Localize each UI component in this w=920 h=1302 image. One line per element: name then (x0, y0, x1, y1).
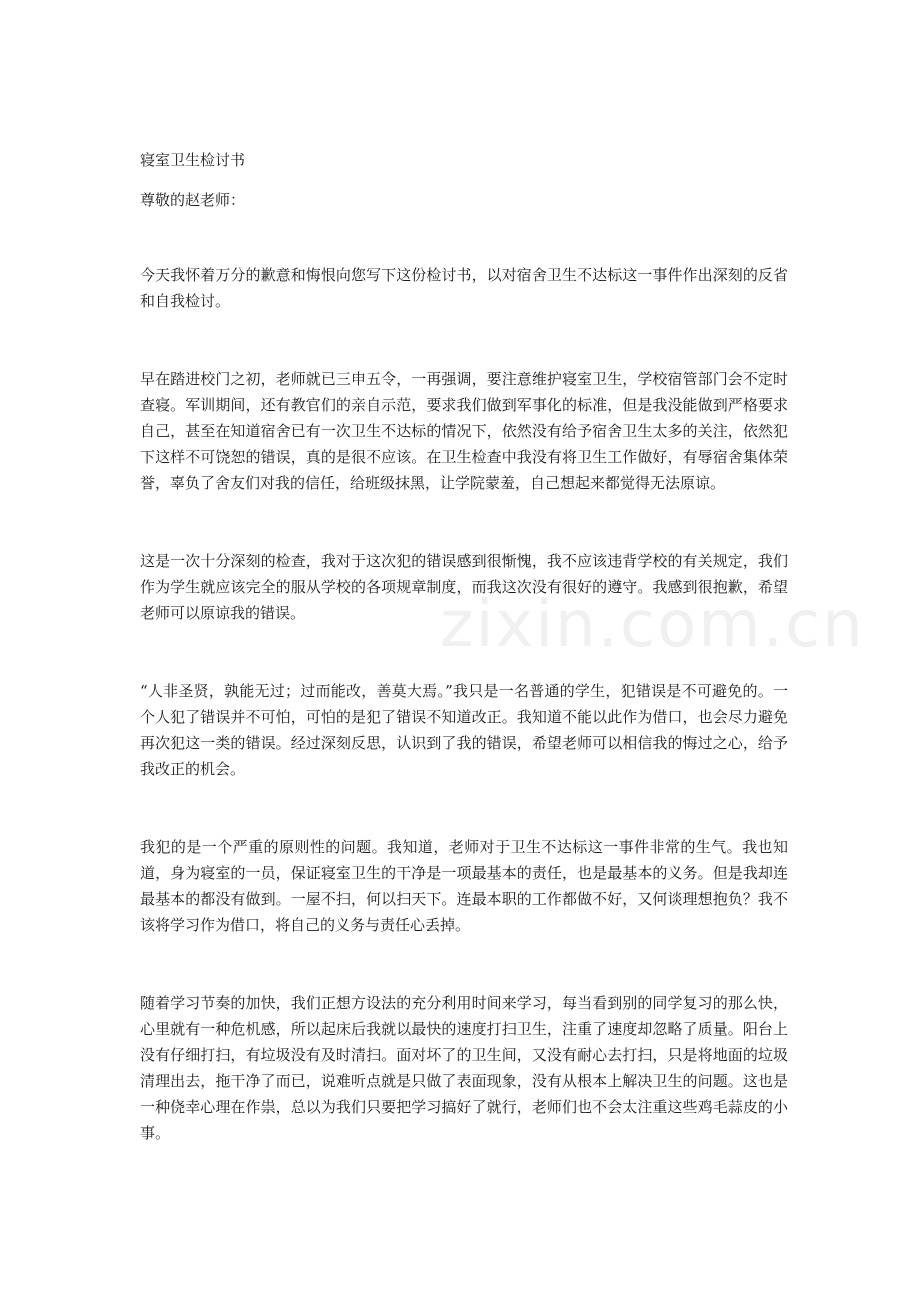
paragraph-4: “人非圣贤，孰能无过；过而能改，善莫大焉。”我只是一名普通的学生，犯错误是不可避免的。一个人犯了错误并不可怕，可怕的是犯了错误不知道改正。我知道不能以此作为借口，也会尽力避免再次犯这一类的错误。经过深刻反思，认识到了我的错误，希望老师可以相信我的悔过之心，给予我改正的机会。 (140, 682, 788, 778)
paragraph-2: 早在踏进校门之初，老师就已三申五令，一再强调，要注意维护寝室卫生，学校宿管部门会不定时查寝。军训期间，还有教官们的亲自示范，要求我们做到军事化的标准，但是我没能做到严格要求自己，甚至在知道宿舍已有一次卫生不达标的情况下，依然没有给予宿舍卫生太多的关注，依然犯下这样不可饶恕的错误，真的是很不应该。在卫生检查中我没有将卫生工作做好，有辱宿舍集体荣誉，辜负了舍友们对我的信任，给班级抹黑，让学院蒙羞，自己想起来都觉得无法原谅。 (140, 370, 788, 492)
paragraph-5: 我犯的是一个严重的原则性的问题。我知道，老师对于卫生不达标这一事件非常的生气。我也知道，身为寝室的一员，保证寝室卫生的干净是一项最基本的责任，也是最基本的义务。但是我却连最基本的都没有做到。一屋不扫，何以扫天下。连最本职的工作都做不好，又何谈理想抱负？我不该将学习作为借口，将自己的义务与责任心丢掉。 (140, 838, 788, 934)
paragraph-6: 随着学习节奏的加快，我们正想方设法的充分利用时间来学习，每当看到别的同学复习的那么快，心里就有一种危机感，所以起床后我就以最快的速度打扫卫生，注重了速度却忽略了质量。阳台上没有仔细打扫，有垃圾没有及时清扫。面对坏了的卫生间，又没有耐心去打扫，只是将地面的垃圾清理出去，拖干净了而已，说难听点就是只做了表面现象，没有从根本上解决卫生的问题。这也是一种侥幸心理在作祟，总以为我们只要把学习搞好了就行，老师们也不会太注重这些鸡毛蒜皮的小事。 (140, 994, 788, 1142)
salutation: 尊敬的赵老师： (140, 191, 246, 209)
document-title: 寝室卫生检讨书 (140, 151, 246, 169)
document-body (140, 148, 788, 1198)
paragraph-3: 这是一次十分深刻的检查，我对于这次犯的错误感到很惭愧，我不应该违背学校的有关规定，我们作为学生就应该完全的服从学校的各项规章制度，而我这次没有很好的遵守。我感到很抱歉，希望老师可以原谅我的错误。 (140, 552, 788, 622)
paragraph-1: 今天我怀着万分的歉意和悔恨向您写下这份检讨书，以对宿舍卫生不达标这一事件作出深刻的反省和自我检讨。 (140, 266, 788, 310)
watermark: zixin.com.cn (440, 588, 865, 662)
